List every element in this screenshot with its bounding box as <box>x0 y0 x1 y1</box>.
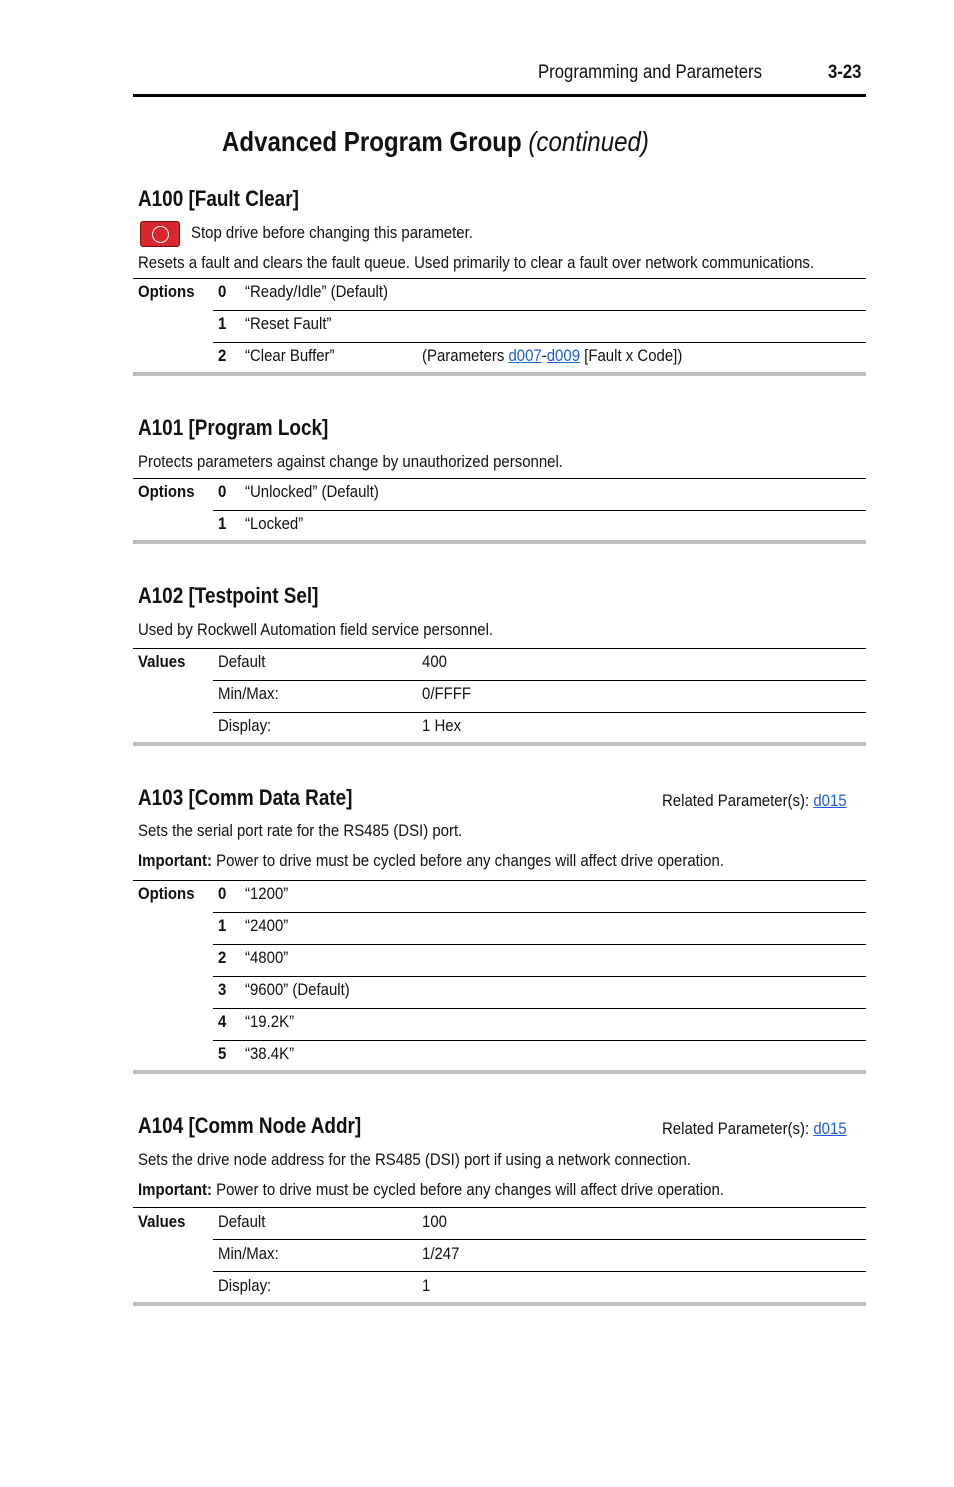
table-rule <box>213 1239 866 1240</box>
param-description: Sets the drive node address for the RS485 (DSI) port if using a network connection. <box>138 1150 691 1169</box>
link-d007[interactable]: d007 <box>508 346 542 365</box>
link-d015[interactable]: d015 <box>813 1119 847 1138</box>
options-label: Options <box>138 482 195 501</box>
param-title-a101: A101 [Program Lock] <box>138 415 329 440</box>
value-key: Display: <box>218 1276 272 1295</box>
important-text: Power to drive must be cycled before any changes will affect drive operation. <box>211 851 724 870</box>
option-number: 4 <box>218 1012 227 1031</box>
param-description: Sets the serial port rate for the RS485 (DSI) port. <box>138 821 463 840</box>
option-number: 0 <box>218 282 227 301</box>
option-number: 5 <box>218 1044 227 1063</box>
option-text: “Locked” <box>245 514 304 533</box>
link-d015[interactable]: d015 <box>813 791 847 810</box>
note-dash: - <box>541 346 547 365</box>
table-rule <box>133 648 866 649</box>
value-val: 100 <box>422 1212 447 1231</box>
group-title <box>222 126 649 158</box>
option-text: “Reset Fault” <box>245 314 332 333</box>
option-text: “19.2K” <box>245 1012 295 1031</box>
table-rule <box>213 1040 866 1041</box>
option-number: 2 <box>218 346 227 365</box>
related-params <box>662 1119 847 1139</box>
table-rule <box>213 510 866 511</box>
options-label: Options <box>138 282 195 301</box>
important-label: Important: <box>138 851 212 870</box>
value-val: 400 <box>422 652 447 671</box>
section-end-rule <box>133 372 866 376</box>
table-rule <box>213 1271 866 1272</box>
section-end-rule <box>133 1070 866 1074</box>
link-d009[interactable]: d009 <box>546 346 581 365</box>
related-label: Related Parameter(s): <box>662 1119 814 1138</box>
table-rule <box>133 1207 866 1208</box>
param-title-a104: A104 [Comm Node Addr] <box>138 1113 362 1138</box>
param-description: Resets a fault and clears the fault queue. Used primarily to clear a fault over network communications. <box>138 253 815 272</box>
note-prefix: (Parameters <box>422 346 509 365</box>
value-val: 1/247 <box>422 1244 460 1263</box>
header-rule <box>133 94 866 97</box>
value-val: 1 Hex <box>422 716 462 735</box>
param-description: Protects parameters against change by unauthorized personnel. <box>138 452 563 471</box>
param-description: Used by Rockwell Automation field service personnel. <box>138 620 494 639</box>
option-text: “1200” <box>245 884 289 903</box>
option-number: 0 <box>218 884 227 903</box>
table-rule <box>213 680 866 681</box>
value-key: Default <box>218 652 266 671</box>
option-number: 3 <box>218 980 227 999</box>
section-end-rule <box>133 1302 866 1306</box>
table-rule <box>213 912 866 913</box>
important-text: Power to drive must be cycled before any changes will affect drive operation. <box>211 1180 724 1199</box>
important-note <box>138 851 724 871</box>
option-text: “Ready/Idle” (Default) <box>245 282 389 301</box>
option-text: “4800” <box>245 948 289 967</box>
option-text: “2400” <box>245 916 289 935</box>
table-rule <box>213 342 866 343</box>
related-label: Related Parameter(s): <box>662 791 814 810</box>
option-number: 1 <box>218 514 227 533</box>
option-number: 1 <box>218 314 227 333</box>
table-rule <box>213 976 866 977</box>
stop-note: Stop drive before changing this parameter. <box>191 223 473 242</box>
note-suffix: [Fault x Code]) <box>580 346 683 365</box>
value-key: Min/Max: <box>218 684 279 703</box>
values-label: Values <box>138 652 186 671</box>
value-key: Default <box>218 1212 266 1231</box>
table-rule <box>213 944 866 945</box>
group-title-continued: (continued) <box>528 126 649 157</box>
section-end-rule <box>133 742 866 746</box>
table-rule <box>213 712 866 713</box>
section-end-rule <box>133 540 866 544</box>
option-text: “Unlocked” (Default) <box>245 482 379 501</box>
table-rule <box>133 278 866 279</box>
table-rule <box>133 880 866 881</box>
param-title-a103: A103 [Comm Data Rate] <box>138 785 353 810</box>
value-key: Display: <box>218 716 272 735</box>
options-label: Options <box>138 884 195 903</box>
param-title-a102: A102 [Testpoint Sel] <box>138 583 319 608</box>
important-label: Important: <box>138 1180 212 1199</box>
option-text: “Clear Buffer” <box>245 346 335 365</box>
stop-icon <box>140 221 180 247</box>
important-note <box>138 1180 724 1200</box>
option-text: “38.4K” <box>245 1044 295 1063</box>
value-val: 0/FFFF <box>422 684 472 703</box>
values-label: Values <box>138 1212 186 1231</box>
related-params <box>662 791 847 811</box>
param-title-a100: A100 [Fault Clear] <box>138 186 299 211</box>
page-number: 3-23 <box>828 62 862 83</box>
option-note <box>422 346 682 366</box>
option-number: 0 <box>218 482 227 501</box>
option-number: 2 <box>218 948 227 967</box>
table-rule <box>213 1008 866 1009</box>
running-header: Programming and Parameters <box>538 62 762 83</box>
value-key: Min/Max: <box>218 1244 279 1263</box>
table-rule <box>133 478 866 479</box>
table-rule <box>213 310 866 311</box>
value-val: 1 <box>422 1276 431 1295</box>
group-title-text: Advanced Program Group <box>222 126 522 157</box>
option-number: 1 <box>218 916 227 935</box>
option-text: “9600” (Default) <box>245 980 350 999</box>
